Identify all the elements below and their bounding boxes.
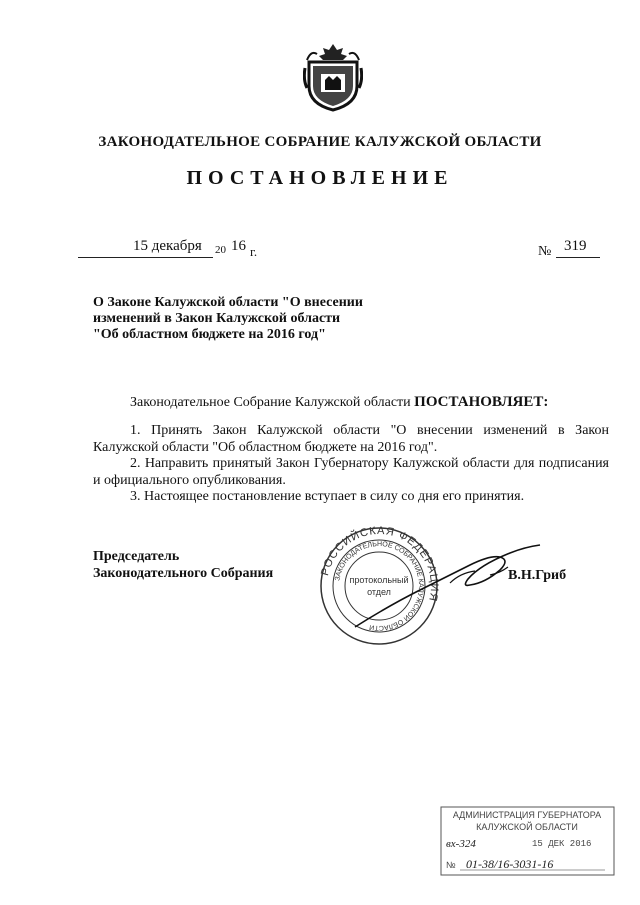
number-underline: [556, 257, 600, 258]
seal-outer-text: РОССИЙСКАЯ ФЕДЕРАЦИЯ: [319, 525, 440, 603]
signatory-name: В.Н.Гриб: [508, 568, 567, 583]
resolution-item: 3. Настоящее постановление вступает в силу со дня его принятия.: [130, 489, 525, 504]
reg-stamp-date: 15 ДЕК 2016: [532, 839, 592, 849]
seal-inner-text: ЗАКОНОДАТЕЛЬНОЕ СОБРАНИЕ КАЛУЖСКОЙ ОБЛАСТИ: [334, 540, 425, 632]
resolution-item: 2. Направить принятый Закон Губернатору Калужской области для подписания и официального опубликования.: [93, 456, 609, 488]
organization-name: ЗАКОНОДАТЕЛЬНОЕ СОБРАНИЕ КАЛУЖСКОЙ ОБЛАСТИ: [98, 134, 542, 150]
number-sign: №: [538, 244, 552, 259]
resolution-item: 1. Принять Закон Калужской области "О внесении изменений в Закон Калужской области "Об областном бюджете на 2016 год".: [93, 423, 609, 455]
date-day-month: 15 декабря: [133, 238, 202, 254]
seal-center-line: протокольный: [349, 575, 409, 585]
document-subject: [93, 295, 363, 343]
subject-line: О Законе Калужской области "О внесении: [93, 295, 363, 310]
document-number: [538, 238, 608, 260]
subject-line: "Об областном бюджете на 2016 год": [93, 327, 326, 342]
document-title: ПОСТАНОВЛЕНИЕ: [186, 167, 454, 189]
preamble-text: Законодательное Собрание Калужской области: [130, 395, 415, 410]
date-underline: [78, 257, 213, 258]
date-year-letter: г.: [250, 244, 258, 259]
date-century: 20: [215, 244, 226, 256]
reg-stamp-line: КАЛУЖСКОЙ ОБЛАСТИ: [476, 822, 578, 832]
reg-stamp-handwritten-in: вх-324: [446, 838, 476, 850]
seal-center-line: отдел: [367, 587, 391, 597]
signatory-title-line: Председатель: [93, 549, 180, 564]
preamble: [130, 394, 548, 411]
handwritten-signature: [350, 535, 550, 635]
subject-line: изменений в Закон Калужской области: [93, 311, 341, 326]
date-year: 16: [231, 238, 246, 254]
resolution-items: [93, 423, 609, 506]
document-date: [78, 238, 263, 260]
number-value: 319: [564, 238, 587, 254]
preamble-decree: ПОСТАНОВЛЯЕТ:: [414, 394, 549, 410]
reg-stamp-line: АДМИНИСТРАЦИЯ ГУБЕРНАТОРА: [452, 810, 602, 820]
reg-stamp-number: 01-38/16-3031-16: [466, 857, 554, 871]
signatory-title: [93, 548, 273, 582]
signatory-title-line: Законодательного Собрания: [93, 566, 274, 581]
registration-stamp: [440, 806, 615, 876]
coat-of-arms-emblem: [303, 40, 363, 112]
reg-stamp-number-prefix: №: [446, 860, 456, 870]
